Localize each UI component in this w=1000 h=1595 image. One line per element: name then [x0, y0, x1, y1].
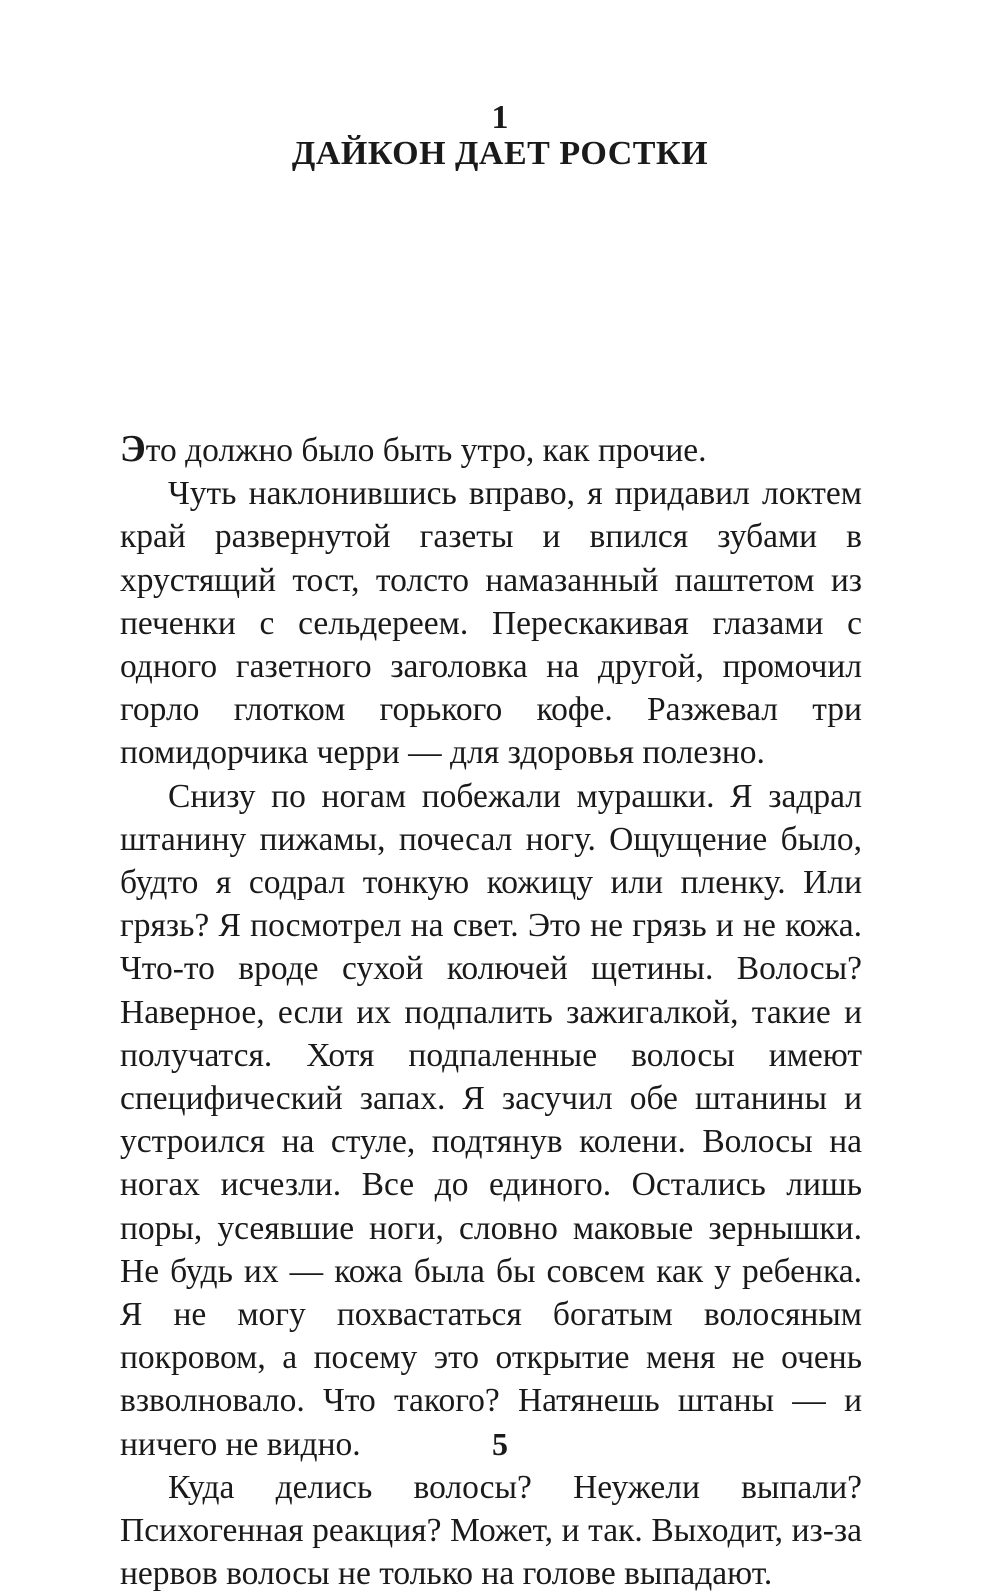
- chapter-title: ДАЙКОН ДАЕТ РОСТКИ: [291, 135, 709, 172]
- page-number: 5: [492, 1426, 508, 1462]
- paragraph-2: Чуть наклонившись вправо, я придавил локтем край развернутой газеты и впился зубами в хрустящий тост, толсто намазанный паштетом из печенки с сельдереем. Перескакивая глазами с одного газетного заголовка на другой, промочил горло глотком горького кофе. Разжевал три помидорчика черри — для здоровья полезно.: [120, 475, 862, 772]
- drop-cap: Э: [120, 428, 146, 470]
- paragraph-4: Куда делись волосы? Неужели выпали? Психогенная реакция? Может, и так. Выходит, из-за нервов волосы не только на голове выпадают.: [120, 1468, 862, 1593]
- chapter-number: 1: [491, 99, 509, 136]
- paragraph-1: [120, 428, 862, 472]
- paragraph-3: Снизу по ногам побежали мурашки. Я задрал штанину пижамы, почесал ногу. Ощущение было, будто я содрал тонкую кожицу или пленку. Или грязь? Я посмотрел на свет. Это не грязь и не кожа. Что-то вроде сухой колючей щетины. Волосы? Наверное, если их подпалить зажигалкой, такие и получатся. Хотя подпаленные волосы имеют специфический запах. Я засучил обе штанины и устроился на стуле, подтянув колени. Волосы на ногах исчезли. Все до единого. Остались лишь поры, усеявшие ноги, словно маковые зернышки. Не будь их — кожа была бы совсем как у ребенка. Я не могу похвастаться богатым волосяным покровом, а посему это открытие меня не очень взволновало. Что такого? Натянешь штаны — и ничего не видно.: [120, 777, 862, 1463]
- paragraph-1-text: то должно было быть утро, как прочие.: [145, 432, 707, 469]
- body-text: [120, 428, 862, 1595]
